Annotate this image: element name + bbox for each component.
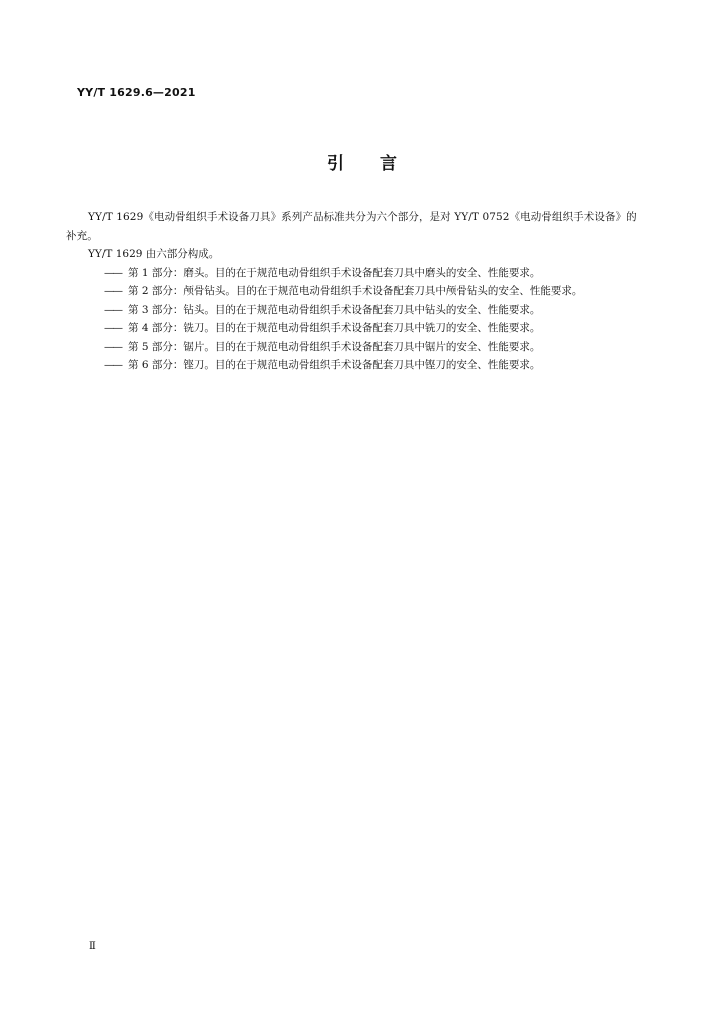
list-item-text: 第 4 部分：铣刀。目的在于规范电动骨组织手术设备配套刀具中铣刀的安全、性能要求。 [128, 322, 541, 334]
list-item-text: 第 2 部分：颅骨钻头。目的在于规范电动骨组织手术设备配套刀具中颅骨钻头的安全、性能要求。 [128, 285, 583, 297]
page-title: 引言 [327, 154, 433, 174]
list-item [104, 282, 646, 301]
list-dash: —— [104, 340, 121, 353]
list-dash: —— [104, 303, 121, 316]
list-item [104, 356, 646, 375]
page-number: Ⅱ [89, 941, 96, 952]
list-dash: —— [104, 322, 121, 334]
document-code: YY/T 1629.6—2021 [77, 86, 196, 99]
list-item [104, 301, 646, 320]
body-text [66, 208, 646, 375]
list-dash: —— [104, 285, 121, 297]
list-item [104, 319, 646, 338]
list-item-text: 第 3 部分：钻头。目的在于规范电动骨组织手术设备配套刀具中钻头的安全、性能要求。 [128, 303, 541, 316]
list-dash: —— [104, 359, 121, 371]
list-item-text: 第 5 部分：锯片。目的在于规范电动骨组织手术设备配套刀具中锯片的安全、性能要求。 [128, 340, 541, 353]
list-item-text: 第 1 部分：磨头。目的在于规范电动骨组织手术设备配套刀具中磨头的安全、性能要求。 [128, 266, 541, 279]
list-dash: —— [104, 266, 121, 279]
intro-paragraph: YY/T 1629《电动骨组织手术设备刀具》系列产品标准共分为六个部分，是对 YY/T 0752《电动骨组织手术设备》的补充。 [66, 211, 637, 242]
list-item [104, 338, 646, 357]
structure-paragraph: YY/T 1629 由六部分构成。 [88, 248, 220, 260]
list-item-text: 第 6 部分：铿刀。目的在于规范电动骨组织手术设备配套刀具中铿刀的安全、性能要求。 [128, 359, 541, 371]
list-item [104, 264, 646, 283]
